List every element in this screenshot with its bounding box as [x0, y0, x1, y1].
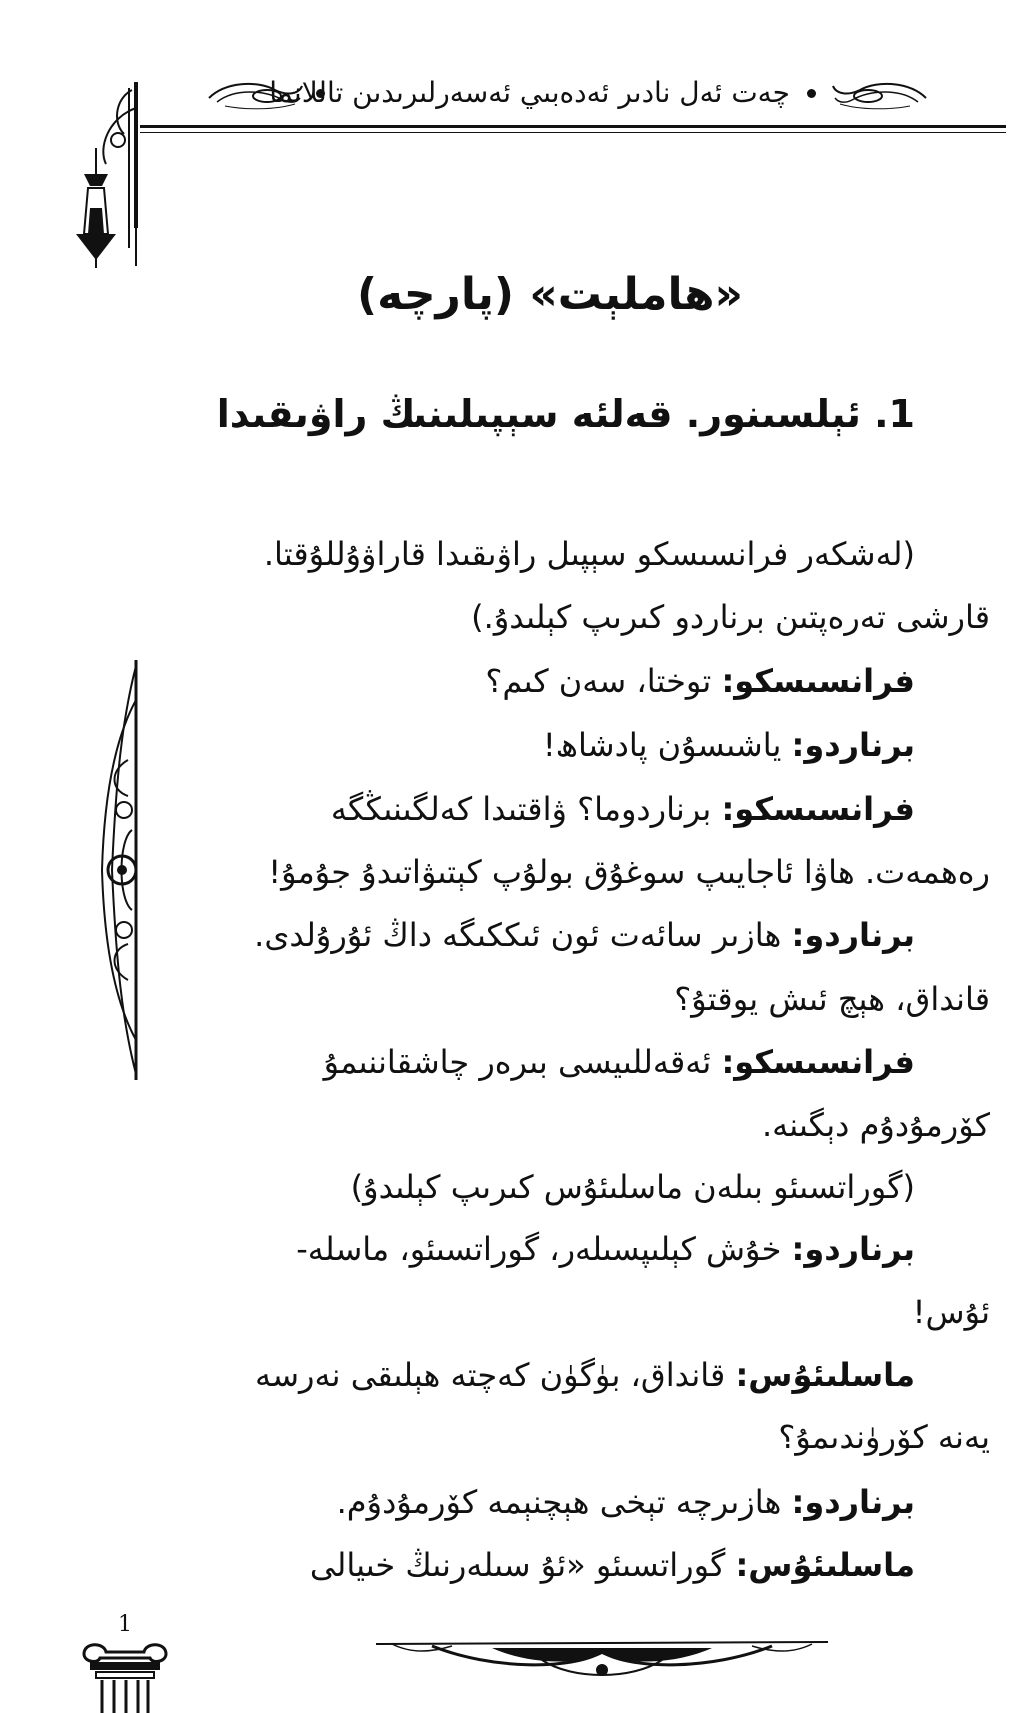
stage-direction-line: قارشى تەرەپتىن برناردو كىرىپ كېلىدۇ.): [471, 598, 990, 636]
dialogue-line: فرانسىسكو: برناردوما؟ ۋاقتىدا كەلگىنىڭگە: [330, 790, 915, 828]
speaker-name: برناردو:: [791, 1230, 915, 1268]
page-number: 1: [118, 1612, 132, 1637]
dialogue-line: فرانسىسكو: توختا، سەن كىم؟: [485, 662, 915, 700]
speaker-name: فرانسىسكو:: [721, 662, 915, 700]
speaker-name: برناردو:: [791, 726, 915, 764]
dialogue-continuation: رەھمەت. ھاۋا ئاجايىپ سوغۇق بولۇپ كېتىۋاتىدۇ جۇمۇ!: [268, 853, 990, 891]
dialogue-continuation: قانداق، ھېچ ئىش يوقتۇ؟: [674, 980, 990, 1018]
header-rule-thin: [140, 132, 1006, 133]
left-margin-ornament: [98, 660, 144, 1080]
dialogue-line: فرانسىسكو: ئەقەللىيسى بىرەر چاشقاننىمۇ: [323, 1043, 915, 1081]
header-bullet-right: [807, 89, 816, 98]
dialogue-line: ماسلىئۇس: قانداق، بۈگۈن كەچتە ھېلىقى نەرسە: [255, 1356, 915, 1394]
speaker-name: فرانسىسكو:: [721, 1043, 915, 1081]
speaker-name: ماسلىئۇس:: [735, 1356, 915, 1394]
speaker-name: فرانسىسكو:: [721, 790, 915, 828]
header-right-scroll-ornament: [830, 76, 930, 114]
dialogue-line: ماسلىئۇس: گوراتسىئو «ئۇ سىلەرنىڭ خىيالى: [309, 1546, 915, 1584]
dialogue-line: برناردو: خۇش كېلىپسىلەر، گوراتسىئو، ماسلە-: [296, 1230, 915, 1268]
section-heading: 1. ئېلسىنور. قەلئە سېپىلىنىڭ راۋىقىدا: [216, 392, 915, 436]
column-capital-ornament: [80, 1640, 170, 1713]
stage-direction-line: (لەشكەر فرانسىسكو سېپىل راۋىقىدا قاراۋۇللۇقتا.: [263, 535, 915, 573]
dialogue-line: برناردو: ياشىسۇن پادشاھ!: [542, 726, 915, 764]
dialogue-continuation: ئۇس!: [912, 1293, 990, 1331]
dialogue-line: برناردو: ھازىرچە تېخى ھېچنېمە كۆرمۇدۇم.: [336, 1483, 915, 1521]
header-rule: [140, 125, 1006, 128]
chapter-title: «ھاملېت» (پارچە): [357, 269, 743, 320]
stage-direction-line: (گوراتسىئو بىلەن ماسلىئۇس كىرىپ كېلىدۇ): [350, 1168, 915, 1206]
footer-flourish-ornament: [372, 1630, 832, 1686]
corner-lantern-ornament: [72, 78, 148, 268]
dialogue-line: برناردو: ھازىر سائەت ئون ئىككىگە داڭ ئۇرۇلدى.: [254, 916, 915, 954]
speaker-name: برناردو:: [791, 1483, 915, 1521]
dialogue-continuation: يەنە كۆرۈندىمۇ؟: [778, 1418, 990, 1456]
running-header: چەت ئەل نادىر ئەدەبىي ئەسەرلىرىدىن تاللانما: [269, 76, 790, 109]
dialogue-continuation: كۆرمۇدۇم دېگىنە.: [761, 1106, 990, 1144]
speaker-name: برناردو:: [791, 916, 915, 954]
speaker-name: ماسلىئۇس:: [735, 1546, 915, 1584]
